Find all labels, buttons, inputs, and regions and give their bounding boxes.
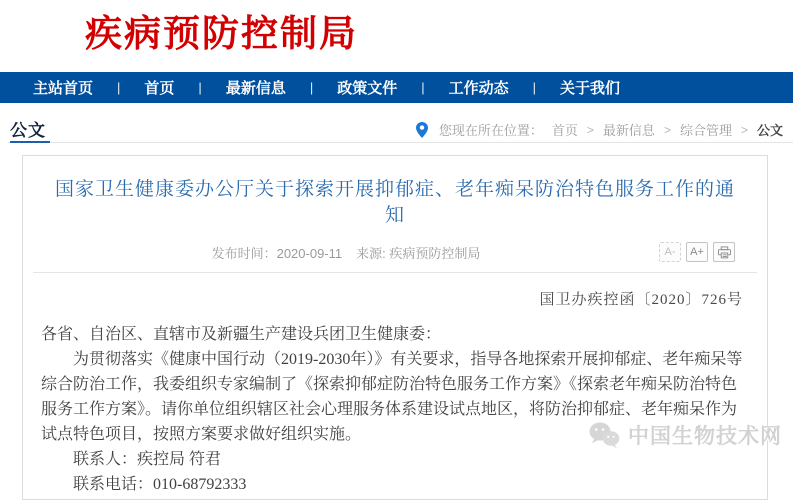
location-pin-icon	[416, 122, 428, 138]
nav-separator: |	[198, 80, 202, 95]
salutation-line: 各省、自治区、直辖市及新疆生产建设兵团卫生健康委：	[41, 326, 442, 343]
font-increase-button[interactable]: A+	[686, 242, 708, 262]
contact-phone-line: 联系电话：010-68792333	[73, 476, 247, 493]
article-body	[41, 322, 751, 497]
article-meta-row	[33, 242, 757, 273]
breadcrumb-label: 您现在所在位置：	[438, 123, 543, 138]
nav-separator: |	[309, 80, 314, 95]
source-value: 疾病预防控制局	[389, 245, 481, 261]
body-paragraph: 为贯彻落实《健康中国行动（2019-2030年）》有关要求，指导各地探索开展抑郁症、老年痴呆等综合防治工作，我委组织专家编制了《探索抑郁症防治特色服务工作方案》《探索老年痴呆防治特色服务工作方案》。请你单位组织辖区社会心理服务体系建设试点地区，将防治抑郁症、老年痴呆作为试点特色项目，按照方案要求做好组织实施。	[41, 351, 743, 443]
watermark-text: 中国生物技术网	[628, 425, 782, 448]
breadcrumb-separator: >	[740, 122, 748, 137]
article-meta	[33, 243, 659, 262]
breadcrumb-row	[0, 112, 793, 146]
nav-item-work-updates[interactable]: 工作动态	[448, 80, 509, 97]
breadcrumb-separator: >	[586, 122, 594, 137]
breadcrumb-item-latest-info[interactable]: 最新信息	[602, 123, 655, 138]
breadcrumb-item-general-management[interactable]: 综合管理	[679, 123, 732, 138]
printer-icon	[718, 246, 731, 259]
site-logo[interactable]: 疾病预防控制局	[85, 13, 358, 54]
publish-date-value: 2020-09-11	[276, 245, 343, 261]
source-label: 来源:	[356, 245, 386, 261]
nav-item-home[interactable]: 首页	[144, 80, 175, 97]
nav-separator: |	[421, 80, 425, 95]
nav-separator: |	[117, 80, 121, 95]
page-title: 公文	[10, 121, 46, 140]
breadcrumb-separator: >	[663, 122, 671, 137]
print-button[interactable]	[713, 242, 735, 262]
article-container	[22, 155, 768, 500]
font-decrease-button[interactable]: A-	[659, 242, 681, 262]
article-toolbar	[659, 242, 735, 262]
contact-person-line: 联系人：疾控局 符君	[73, 451, 222, 468]
active-tab-underline	[10, 141, 50, 143]
nav-item-policy-documents[interactable]: 政策文件	[337, 80, 398, 97]
divider	[8, 142, 793, 143]
main-nav	[0, 72, 793, 103]
publish-date-label: 发布时间：	[211, 245, 277, 261]
nav-item-main-home[interactable]: 主站首页	[33, 80, 94, 97]
nav-item-about-us[interactable]: 关于我们	[560, 80, 621, 97]
breadcrumb-item-current: 公文	[756, 123, 783, 138]
nav-separator: |	[532, 80, 537, 95]
article-title: 国家卫生健康委办公厅关于探索开展抑郁症、老年痴呆防治特色服务工作的通知	[54, 179, 735, 226]
nav-item-latest-info[interactable]: 最新信息	[225, 80, 286, 97]
breadcrumb-item-home[interactable]: 首页	[551, 123, 578, 138]
breadcrumb	[416, 120, 783, 139]
site-header	[0, 0, 793, 72]
document-number: 国卫办疾控函〔2020〕726号	[539, 292, 743, 308]
